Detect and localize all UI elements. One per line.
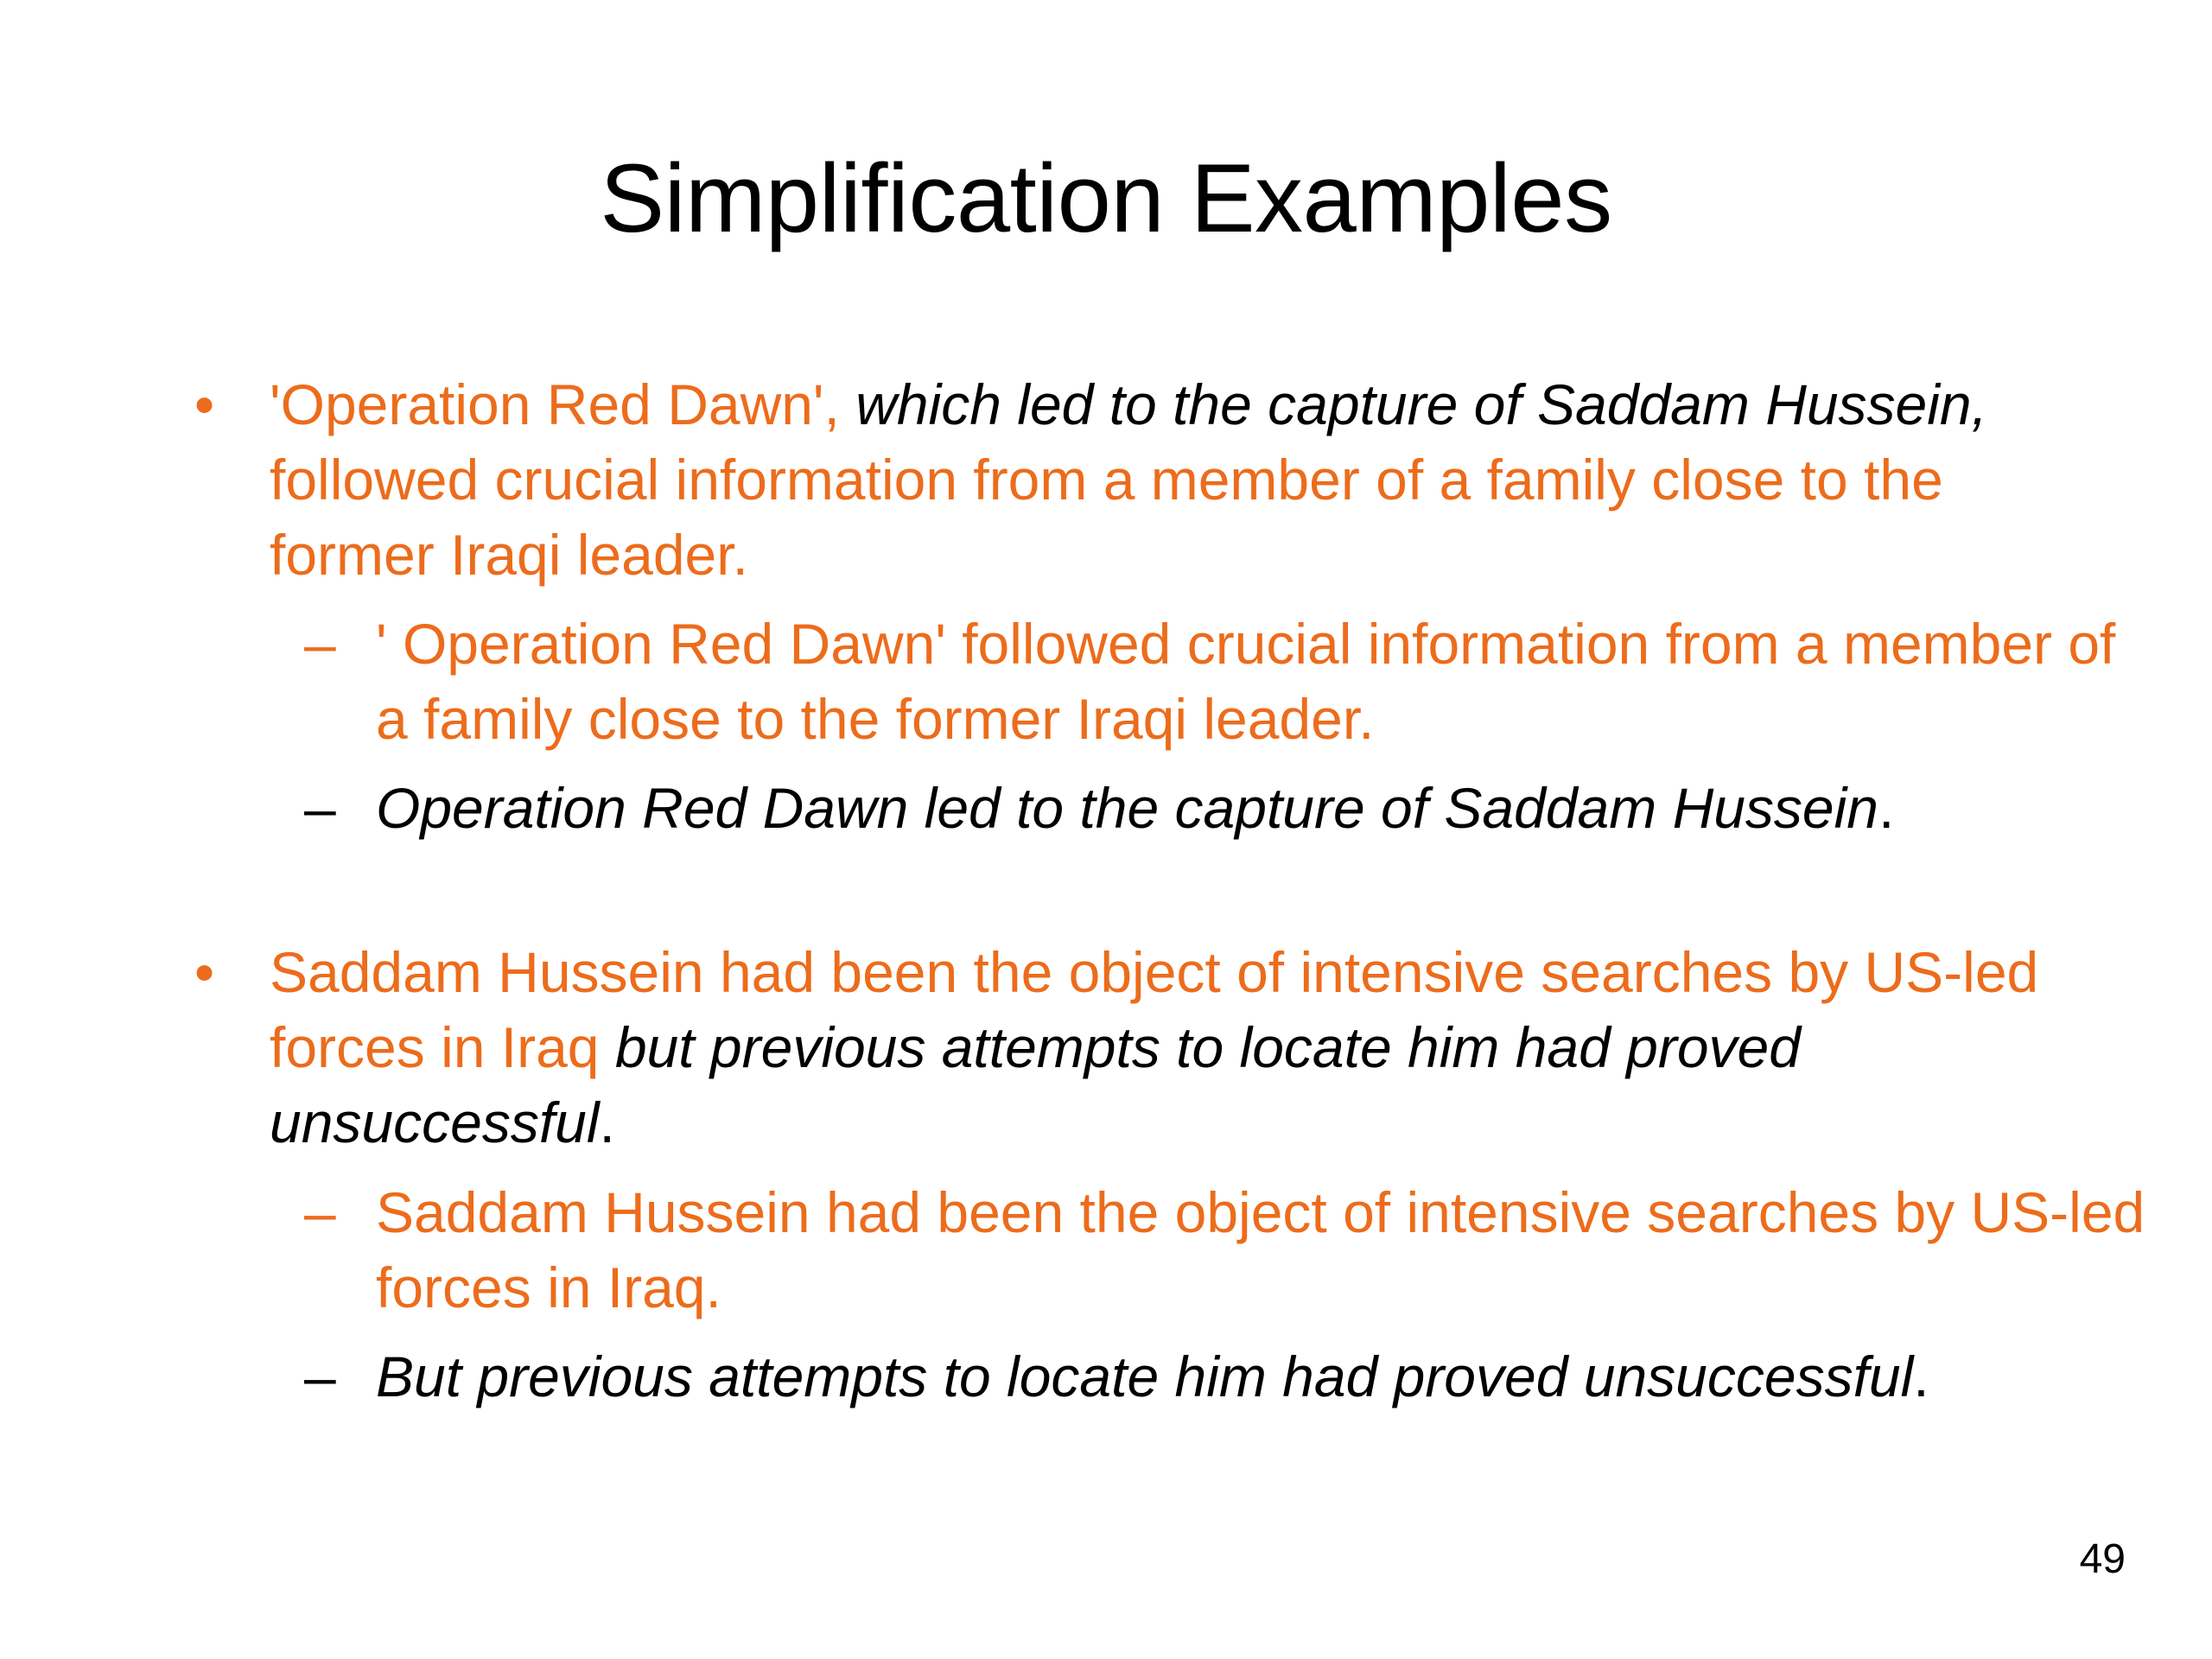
bullet-2-part-3: . — [599, 1090, 615, 1154]
sub-bullet-2-2-period: . — [1913, 1344, 1929, 1408]
sub-bullet-2-1-text: Saddam Hussein had been the object of intensive searches by US-led forces in Iraq. — [376, 1180, 2145, 1319]
sub-bullet-1-2-period: . — [1878, 776, 1895, 840]
bullet-2-part-2: but previous attempts to locate him had proved unsuccessful — [270, 1015, 1801, 1154]
bullet-2-part-1: Saddam Hussein had been the object of intensive searches by US-led forces in Iraq — [270, 940, 2039, 1079]
bullet-1-part-3: followed crucial information from a member of a family close to the former Iraqi leader. — [270, 448, 1943, 587]
bullet-2-text — [270, 935, 2119, 1160]
sub-bullet-1-2-text — [376, 771, 2156, 846]
sub-bullet-marker: – — [304, 612, 336, 676]
bullet-marker: • — [194, 940, 215, 1004]
sub-bullet-2-2-italic: But previous attempts to locate him had proved unsuccessful — [376, 1344, 1914, 1408]
bullet-marker: • — [194, 372, 215, 436]
sub-bullet-marker: – — [304, 776, 336, 840]
sub-bullet-marker: – — [304, 1180, 336, 1244]
slide-title: Simplification Examples — [600, 144, 1612, 252]
sub-bullet-1-1-text: ' Operation Red Dawn' followed crucial information from a member of a family close to the former Iraqi leader. — [376, 612, 2116, 751]
bullet-1-part-1: 'Operation Red Dawn', — [270, 372, 856, 436]
bullet-1-part-2: which led to the capture of Saddam Hussein, — [855, 372, 1987, 436]
sub-bullet-marker: – — [304, 1344, 336, 1408]
page-number: 49 — [2079, 1536, 2126, 1582]
bullet-1-text — [270, 367, 2119, 593]
sub-bullet-2-2-text — [376, 1339, 2156, 1414]
sub-bullet-1-2-italic: Operation Red Dawn led to the capture of Saddam Hussein — [376, 776, 1879, 840]
